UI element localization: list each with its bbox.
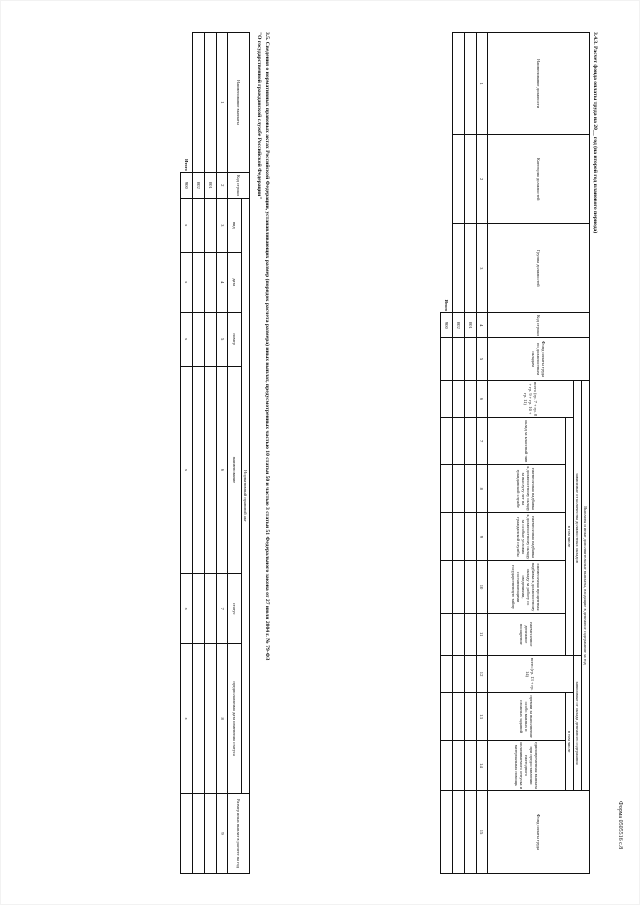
colnum-s2-7: 7 — [216, 574, 227, 644]
total-code-2: 900 — [180, 172, 192, 198]
colnum-s2-8: 8 — [216, 644, 227, 794]
line-code-cell: 001 — [464, 313, 476, 338]
hdr-special-conditions-bonus: ежемесячная надбавка к должностному окладу за особые условия гражданской службы — [487, 513, 565, 561]
hdr-position-category: Категория должностей — [487, 135, 589, 224]
colnum-s2-4: 4 — [216, 252, 227, 312]
colnum-2: 2 — [476, 135, 487, 224]
hdr-total-formula-1: всего (гр. 7 + гр. 8 + гр. 9 + гр. 10 + гр. 11) — [487, 380, 573, 417]
hdr-expected-change-date: предполагаемая дата изменения статуса — [227, 644, 241, 794]
x-mark: x — [180, 574, 192, 644]
hdr-payroll-fund: Фонд оплаты труда — [487, 791, 589, 874]
hdr-other-payment-size: Размер иных выплат в расчете на год — [227, 794, 249, 874]
hdr-date: дата — [227, 252, 241, 312]
section1-title: 3.4.3. Расчет фонда оплаты труда на 20__ год (на второй год планового периода) — [592, 32, 598, 234]
hdr-line-code: Код строки — [487, 313, 589, 338]
hdr-name: наименование — [227, 366, 241, 574]
colnum-10: 10 — [476, 561, 487, 613]
table-row — [464, 33, 476, 874]
colnum-s2-2: 2 — [216, 172, 227, 198]
colnum-5: 5 — [476, 338, 487, 381]
hdr-monthly-incentive: ежемесячное денежное поощрение — [487, 613, 565, 655]
colnum-s2-5: 5 — [216, 312, 227, 366]
colnum-12: 12 — [476, 655, 487, 692]
colnum-14: 14 — [476, 740, 487, 790]
x-mark: x — [180, 644, 192, 794]
hdr-class-rank-salary: оклад за классный чин — [487, 418, 565, 465]
hdr-dependent-allowance: зависимые от оклада денежного содержания — [573, 655, 581, 790]
total-label-2: Итого — [180, 33, 192, 173]
hdr-seniority-bonus: ежемесячная надбавка к должностному окладу за выслугу лет на гражданской службе — [487, 465, 565, 513]
colnum-6: 6 — [476, 380, 487, 417]
x-mark: x — [180, 312, 192, 366]
colnum-s2-9: 9 — [216, 794, 227, 874]
line-code-cell: 001 — [204, 172, 216, 198]
colnum-11: 11 — [476, 613, 487, 655]
colnum-9: 9 — [476, 513, 487, 561]
hdr-number: номер — [227, 312, 241, 366]
x-mark: x — [180, 366, 192, 574]
total-label: Итого — [440, 33, 452, 313]
hdr-payments-group: Выплаты и иные дополнительные выплаты, входящие в денежное содержание за год — [581, 380, 589, 790]
colnum-15: 15 — [476, 791, 487, 874]
hdr-dependent-salaries: зависимые от количества должностных окладов — [573, 380, 581, 655]
hdr-position-group: Группа должностей — [487, 224, 589, 313]
total-row — [180, 33, 192, 874]
colnum-s2-1: 1 — [216, 33, 227, 173]
x-mark: x — [180, 198, 192, 252]
hdr-normative-act: Нормативный правовой акт — [241, 198, 249, 793]
hdr-total-formula-2: всего (гр. 13 + гр. 14) — [487, 655, 573, 692]
section2-subtitle: "О государственной гражданской службе Российской Федерации" — [256, 32, 262, 200]
hdr-including-1: в том числе — [565, 418, 573, 656]
colnum-3: 3 — [476, 224, 487, 313]
hdr-lump-sum-payment: единовременная выплата при предоставлении ежегодного оплачиваемого отпуска и материальная помощь — [487, 740, 565, 790]
payroll-calculation-table — [440, 32, 590, 874]
hdr-payment-name: Наименование выплаты — [227, 33, 249, 173]
colnum-s2-3: 3 — [216, 198, 227, 252]
hdr-position-name: Наименование должности — [487, 33, 589, 135]
form-code: Форма 0505516 с.8 — [617, 801, 623, 850]
line-code-cell: 002 — [192, 172, 204, 198]
hdr-premiums: премии за выполнение особо важных и сложных заданий — [487, 693, 565, 741]
hdr-status: статус — [227, 574, 241, 644]
colnum-8: 8 — [476, 465, 487, 513]
table-row — [452, 33, 464, 874]
total-row — [440, 33, 452, 874]
normative-acts-table — [180, 32, 250, 874]
table-row — [192, 33, 204, 874]
colnum-7: 7 — [476, 418, 487, 465]
colnum-1: 1 — [476, 33, 487, 135]
colnum-13: 13 — [476, 693, 487, 741]
table-row — [204, 33, 216, 874]
hdr-line-code-2: Код строки — [227, 172, 249, 198]
line-code-cell: 002 — [452, 313, 464, 338]
hdr-secret-info-bonus: ежемесячная процентная надбавка к должностному окладу за работу со сведениями, составляющими государственную тайну — [487, 561, 565, 613]
x-mark: x — [180, 252, 192, 312]
hdr-including-2: в том числе — [565, 693, 573, 791]
colnum-s2-6: 6 — [216, 366, 227, 574]
section2-title: 3.5. Сведения о нормативных правовых актах Российской Федерации, устанавливающих размер (порядок расчета размера) иных выплат, предусмотренных частью 10 статьи 50 и частью 3 статьи 51 Федерального закона от 27 июля 2004 г. № 79-ФЗ — [264, 32, 270, 661]
hdr-kind: вид — [227, 198, 241, 252]
hdr-official-salaries-fund: Фонд оплаты труда по должностным окладам — [487, 338, 589, 381]
rotated-page — [26, 26, 626, 886]
total-code: 900 — [440, 313, 452, 338]
colnum-4: 4 — [476, 313, 487, 338]
